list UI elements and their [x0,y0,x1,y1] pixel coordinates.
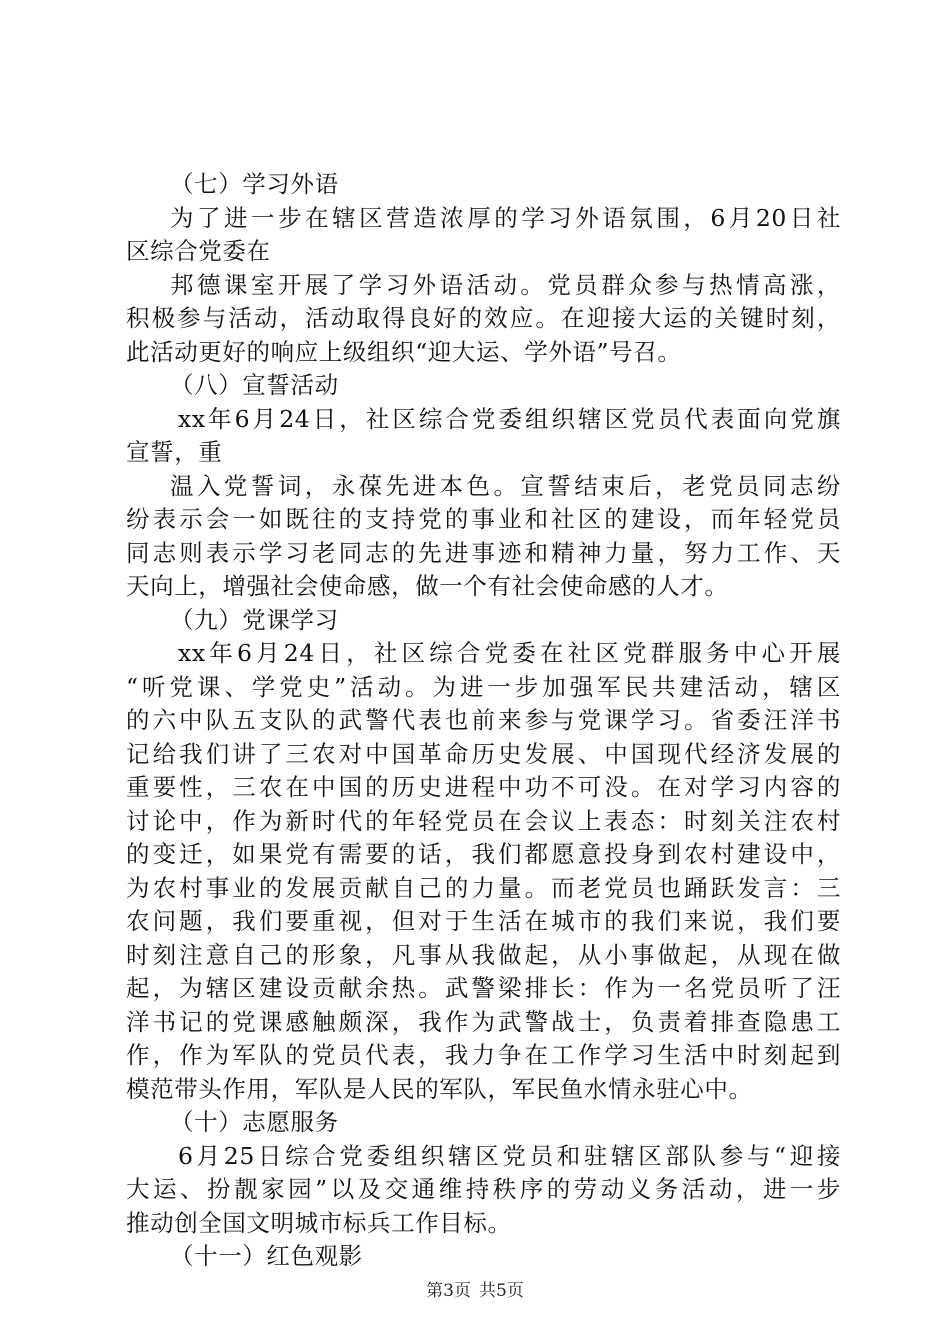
page-total: 共5页 [479,1281,524,1301]
text-line: 为农村事业的发展贡献自己的力量。而老党员也踊跃发言：三 [126,873,841,902]
text-line: “听党课、学党史”活动。为进一步加强军民共建活动，辖区 [126,672,841,701]
text-line: （八）宣誓活动 [170,371,339,399]
text-line: 模范带头作用，军队是人民的军队，军民鱼水情永驻心中。 [126,1074,753,1103]
text-line: xx年6月24日，社区综合党委在社区党群服务中心开展 [178,639,841,667]
document-body [126,168,841,1274]
text-line: 同志则表示学习老同志的先进事迹和精神力量，努力工作、天 [126,538,841,567]
text-line: 此活动更好的响应上级组织“迎大运、学外语”号召。 [126,337,682,366]
text-line: 积极参与活动，活动取得良好的效应。在迎接大运的关键时刻， [126,304,841,332]
text-line: 6月25日综合党委组织辖区党员和驻辖区部队参与“迎接 [178,1141,841,1170]
text-line: 邦德课室开展了学习外语活动。党员群众参与热情高涨， [170,270,841,299]
text-line: 为了进一步在辖区营造浓厚的学习外语氛围，6月20日社 [170,203,841,232]
text-line: 重要性，三农在中国的历史进程中功不可没。在对学习内容的 [126,773,841,801]
text-line: 的变迁，如果党有需要的话，我们都愿意投身到农村建设中， [126,840,841,868]
text-line: （七）学习外语 [170,170,339,198]
text-line: 记给我们讲了三农对中国革命历史发展、中国现代经济发展的 [126,739,841,768]
text-line: xx年6月24日，社区综合党委组织辖区党员代表面向党旗 [178,404,841,433]
text-line: 推动创全国文明城市标兵工作目标。 [126,1208,512,1237]
text-line: 宣誓，重 [126,438,223,466]
text-line: 大运、扮靓家园”以及交通维持秩序的劳动义务活动，进一步 [126,1175,841,1203]
text-line: 纷表示会一如既往的支持党的事业和社区的建设，而年轻党员 [126,505,841,533]
text-line: 天向上，增强社会使命感，做一个有社会使命感的人才。 [126,572,729,600]
text-line: 农问题，我们要重视，但对于生活在城市的我们来说，我们要 [126,907,841,935]
page-number: 第3页 [426,1281,471,1301]
text-line: 的六中队五支队的武警代表也前来参与党课学习。省委汪洋书 [126,706,841,734]
text-line: 区综合党委在 [126,237,271,265]
text-line: （九）党课学习 [170,605,339,634]
text-line: （十）志愿服务 [170,1108,339,1136]
text-line: 时刻注意自己的形象，凡事从我做起，从小事做起，从现在做 [126,940,841,969]
text-line: 起，为辖区建设贡献余热。武警梁排长：作为一名党员听了汪 [126,974,841,1002]
text-line: 温入党誓词，永葆先进本色。宣誓结束后，老党员同志纷 [170,471,841,500]
text-line: 作，作为军队的党员代表，我力争在工作学习生活中时刻起到 [126,1041,841,1069]
text-line: （十一）红色观影 [170,1242,363,1270]
page-footer [0,1280,950,1302]
text-line: 洋书记的党课感触颇深，我作为武警战士，负责着排查隐患工 [126,1007,841,1036]
text-line: 讨论中，作为新时代的年轻党员在会议上表态：时刻关注农村 [126,806,841,835]
